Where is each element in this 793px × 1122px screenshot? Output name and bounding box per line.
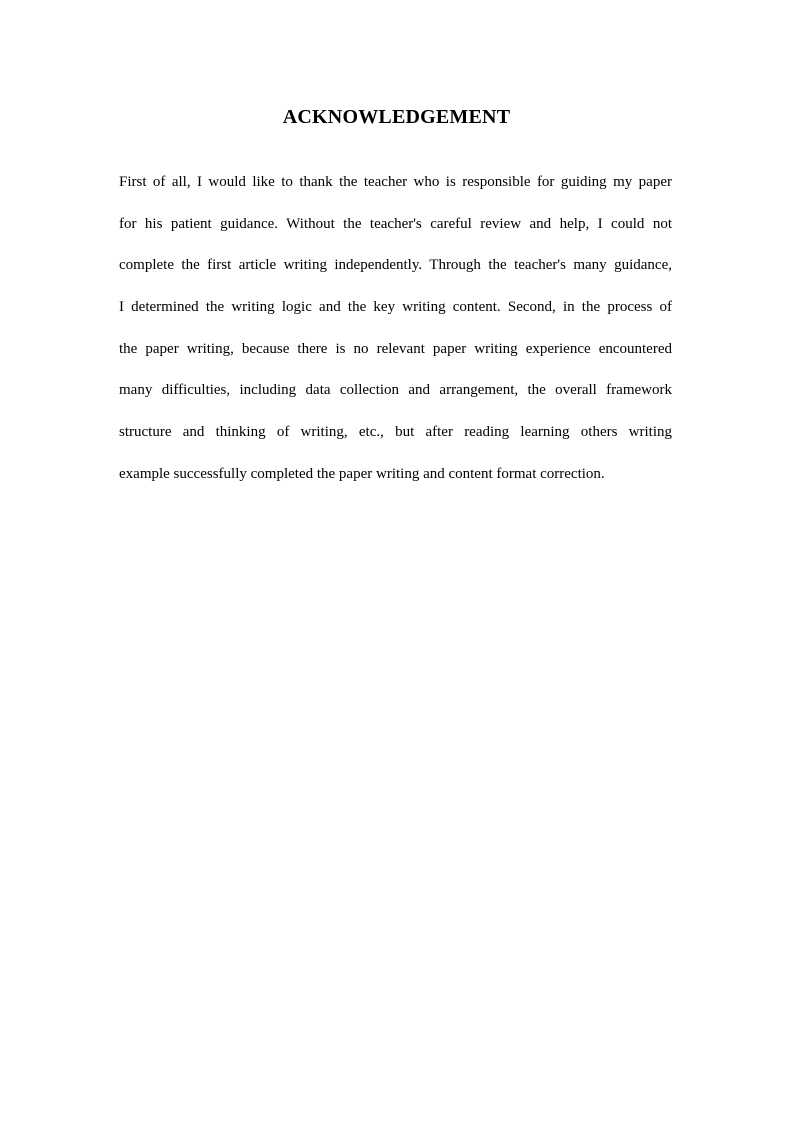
paragraph-line: complete the first article writing independently. Through the teacher's many guidance, bbox=[119, 257, 672, 274]
page-title: ACKNOWLEDGEMENT bbox=[282, 106, 511, 128]
paragraph-line: First of all, I would like to thank the teacher who is responsible for guiding my paper bbox=[119, 174, 672, 190]
acknowledgement-paragraph bbox=[119, 162, 672, 496]
paragraph-line: structure and thinking of writing, etc., but after reading learning others writing bbox=[119, 424, 672, 441]
paragraph-line: the paper writing, because there is no relevant paper writing experience encountered bbox=[119, 340, 672, 357]
paragraph-line: I determined the writing logic and the key writing content. Second, in the process of bbox=[119, 299, 672, 316]
paragraph-line: many difficulties, including data collection and arrangement, the overall framework bbox=[119, 382, 672, 399]
paragraph-line: example successfully completed the paper writing and content format correction. bbox=[119, 465, 605, 482]
paragraph-line: for his patient guidance. Without the teacher's careful review and help, I could not bbox=[119, 215, 672, 232]
